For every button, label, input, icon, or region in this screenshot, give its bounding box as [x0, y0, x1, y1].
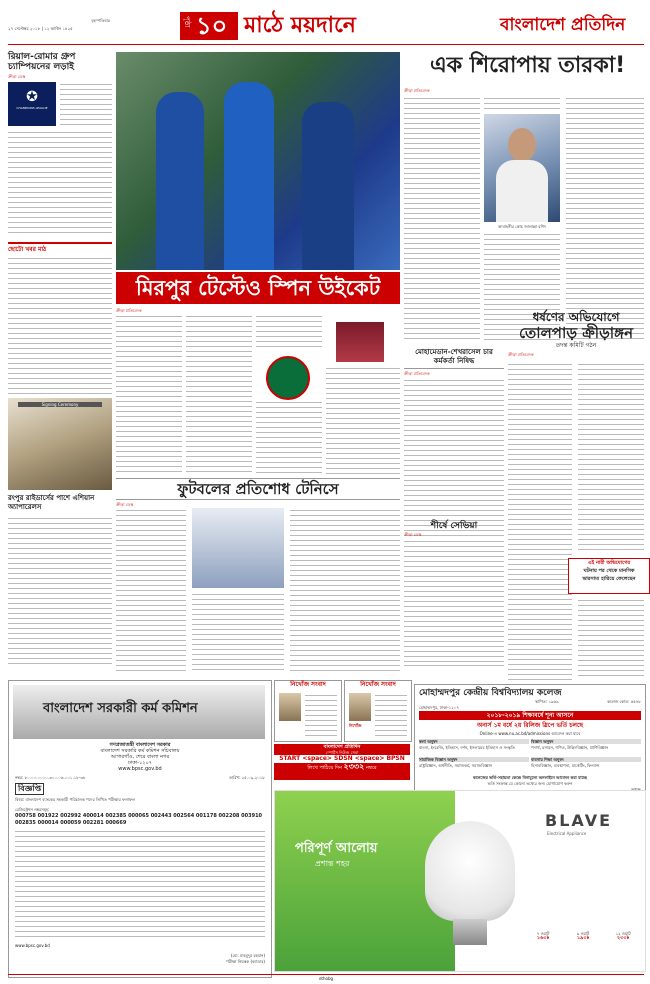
dhorshon-sub: তদন্ত কমিটি গঠন [555, 342, 597, 349]
college-depts-4: হিসাববিজ্ঞান, ব্যবস্থাপনা, মার্কেটিং, ফিন্যান্স [531, 763, 600, 768]
psc-rolls: 000758 001922 002992 400014 002385 000065 002443 002564 001178 002208 003910 002835 000014 000059 002281 000669 [15, 813, 263, 826]
cricket-team-photo [116, 52, 400, 270]
tennis-photo [192, 508, 284, 588]
psc-ref: নম্বর: ৮০.০০.০০০০.৩০০.০৬.০০১.১৮-৩৮ [15, 775, 86, 780]
missing-title-2: নিখোঁজ সংবাদ [360, 681, 396, 688]
shiropa-col-1 [404, 96, 480, 342]
college-banner-2: অনার্স ১ম বর্ষে ২য় রিলিজ স্লিপে ভর্তি চলছে [477, 722, 583, 729]
college-banner: ২০১৮-২০১৯ শিক্ষাবর্ষে শূন্য আসনে [419, 711, 641, 720]
bpsn-send-text: লিখে পাঠিয়ে দিন [307, 765, 342, 771]
spin-headline-box [116, 272, 400, 304]
mohammedan-byline: ক্রীড়া প্রতিবেদক [404, 371, 430, 376]
coach-photo [484, 114, 560, 222]
missing-text-1 [305, 693, 337, 737]
callout-line-3: ভারসাম্য হারিয়ে ফেলেছেন [582, 576, 636, 582]
blave-advertisement [274, 790, 646, 972]
psc-subject: বিষয়: বাংলাদেশ ব্যাংকের সহকারী পরিচালক পদের লিখিত পরীক্ষার ফলাফল [15, 797, 136, 802]
shiropa-story [404, 52, 644, 344]
college-advertisement [414, 684, 646, 796]
spin-col-2 [186, 314, 252, 474]
blave-price-3: ২৩০৳ [616, 935, 630, 941]
mohammedan-title: মোহামেডান-শেখরাসেল চার কর্মকর্তা নিষিদ্ধ [404, 348, 504, 369]
spin-byline: ক্রীড়া প্রতিবেদক [116, 308, 142, 313]
date-full: ২৭ সেপ্টেম্বর ২০১৮ | ১২ আশ্বিন ১৪২৫ [8, 26, 73, 31]
sheersho-body [404, 539, 504, 665]
college-name: মোহাম্মদপুর কেন্দ্রীয় বিশ্ববিদ্যালয় কলেজ [419, 688, 562, 698]
dhorshon-kicker: ধর্ষণের অভিযোগে [532, 310, 620, 324]
college-depts-3: রাষ্ট্রবিজ্ঞান, অর্থনীতি, সমাজকর্ম, সমাজবিজ্ঞান [419, 763, 492, 768]
spin-col-4 [326, 366, 400, 474]
psc-body [15, 829, 265, 937]
football-col-2 [192, 592, 284, 674]
college-dept-head-4: ব্যবসায় শিক্ষা অনুষদ [531, 757, 641, 762]
dhorshon-col-1 [508, 362, 572, 680]
champions-body [8, 130, 112, 236]
bpsn-code: ২৩৩২ [343, 762, 365, 771]
shiropa-col-3 [566, 96, 644, 342]
college-depts-2: পদার্থ, রসায়ন, গণিত, উদ্ভিদবিজ্ঞান, প্রাণিবিজ্ঞান [531, 745, 609, 750]
section-title: মাঠে ময়দানে [244, 13, 356, 38]
champions-league-logo [8, 82, 56, 126]
player-figure-1 [156, 92, 204, 270]
dhorshon-title: তোলপাড় ক্রীড়াঙ্গন [518, 324, 634, 342]
missing-photo-2 [349, 693, 371, 721]
blave-product-3 [605, 931, 641, 941]
spin-col-1 [116, 314, 182, 474]
psc-date: তারিখ: ২৫.০৯.২০১৮ [228, 775, 265, 780]
dhorshon-byline: ক্রীড়া প্রতিবেদক [508, 352, 534, 357]
football-col-1 [116, 508, 186, 674]
college-estd: স্থাপিত: ১৯৬৯ [535, 699, 559, 704]
news-box [8, 242, 112, 394]
page-no: ১০ [196, 12, 228, 40]
spin-col-3-bot [256, 400, 322, 474]
psc-roll-label: রেজিস্ট্রেশন নম্বরসমূহ: [15, 807, 50, 812]
college-dept-head-1: কলা অনুষদ [419, 739, 529, 744]
date-day: বৃহস্পতিবার [91, 18, 110, 23]
missing-title-1: নিখোঁজ সংবাদ [290, 681, 326, 688]
blave-price-2: ১৯০৳ [576, 935, 590, 941]
psc-building-photo [13, 685, 265, 739]
bulb-base-icon [453, 919, 487, 945]
rangpur-photo [8, 398, 112, 490]
blave-tagline-2: প্রশান্ত শহর [315, 859, 350, 868]
bpsn-advertisement [274, 744, 410, 780]
footer-strip [8, 974, 644, 983]
dhorshon-story [508, 310, 644, 680]
psc-sign: বাংলাদেশ সরকারী কর্ম কমিশন [43, 701, 198, 716]
spin-story [116, 308, 400, 474]
psc-signature: (মো. মাহমুদুর রহমান) [230, 953, 265, 958]
champions-story [8, 52, 112, 236]
college-depts-1: বাংলা, ইংরেজি, ইতিহাস, দর্শন, ইসলামের ইতিহাস ও সংস্কৃতি [419, 745, 515, 750]
psc-web[interactable]: www.bpsc.gov.bd [118, 766, 162, 772]
blave-sub: Electrical Appliance [547, 831, 587, 836]
shiropa-col-2-top [484, 96, 560, 112]
bpsn-line-2: স্পোর্টস নিউজ সেবা [325, 750, 359, 755]
spin-col-3-top [256, 314, 322, 350]
college-footer-2: ভর্তি সংক্রান্ত যে কোনো তথ্যের জন্য যোগাযোগ করুন [487, 781, 573, 786]
spin-title: মিরপুর টেস্টেও স্পিন উইকেট [135, 276, 381, 300]
sheersho-byline: ক্রীড়া ডেস্ক [404, 532, 422, 537]
blave-product-2 [565, 931, 601, 941]
football-byline: ক্রীড়া ডেস্ক [116, 502, 134, 507]
sheersho-title: শীর্ষে সেভিয়া [430, 521, 478, 531]
rangpur-photo-banner: Signing Ceremony [18, 402, 102, 407]
player-figure-2 [224, 82, 274, 270]
psc-line-4: ঢাকা-১২০৭ [127, 760, 153, 766]
dhorshon-col-2-bot [578, 598, 644, 680]
missing-notice-1 [274, 680, 342, 742]
coach-body [496, 160, 548, 222]
windies-logo [336, 322, 384, 362]
player-figure-3 [302, 102, 354, 270]
psc-line-2: বাংলাদেশ সরকারি কর্ম কমিশন সচিবালয় [100, 748, 180, 754]
football-title: ফুটবলের প্রতিশোধ টেনিসে [116, 478, 400, 500]
news-box-body [8, 256, 112, 394]
missing-photo-1 [279, 693, 301, 721]
college-footer: কলেজের ভর্তি-সহায়তা কেন্দ্রে বিনামূল্যে অনলাইনে আবেদন করা যাচ্ছে [473, 775, 587, 780]
footer-text: ethobg [318, 976, 334, 981]
blave-brand: BLAVE [545, 811, 612, 830]
college-code: কলেজ কোড: ৫৫৪৮ [607, 699, 641, 704]
star-icon: ✪ [26, 89, 38, 105]
shiropa-byline: ক্রীড়া প্রতিবেদক [404, 88, 430, 93]
missing-text-2 [375, 693, 407, 737]
blave-tagline-1: পরিপূর্ণ আলোয় [295, 841, 378, 856]
header-rule [8, 44, 644, 45]
bpsn-line-3: START <space> SDSN <space> BPSN [274, 755, 410, 763]
news-box-title: ছোটো খবর মাঠ [8, 246, 47, 253]
blave-prod-2: ৯ ওয়াট [576, 931, 590, 936]
callout-line-2: ঘটনায় পর থেকে মানসিক [583, 568, 635, 574]
dhorshon-callout [568, 558, 650, 594]
callout-line-1: এই নারী অভিযোগের [587, 560, 631, 566]
college-dept-head-2: বিজ্ঞান অনুষদ [531, 739, 641, 744]
blave-price-1: ১৬০৳ [536, 935, 550, 941]
bpsn-line-4 [274, 763, 410, 772]
missing-notice-2 [344, 680, 412, 742]
masthead [0, 0, 650, 50]
champions-logo-text: CHAMPIONS LEAGUE [16, 106, 48, 110]
college-address: মোহাম্মদপুর, ঢাকা-১২০৭ [419, 705, 460, 710]
rangpur-body [8, 516, 112, 666]
rangpur-story [8, 494, 112, 672]
bpsn-line-1: বাংলাদেশ প্রতিদিন [323, 744, 361, 750]
rangpur-title: রংপুর রাইডার্সের পাশে এশিয়ান অ্যাপারেলস [8, 494, 95, 511]
blave-prod-1: ৭ ওয়াট [536, 931, 550, 936]
dhorshon-col-2-top [578, 362, 644, 552]
college-online[interactable]: Online-এ www.nu.ac.bd/admissions আবেদন করা যাবে [479, 731, 581, 736]
coach-caption: আবাহনীর কোচ জালাল্লা রশিদ [497, 224, 547, 229]
psc-line-1: গণপ্রজাতন্ত্রী বাংলাদেশ সরকার [109, 742, 171, 748]
bulb-icon [425, 821, 515, 921]
college-dept-head-3: সামাজিক বিজ্ঞান অনুষদ [419, 757, 529, 762]
page-number-box [180, 12, 238, 40]
football-col-3 [290, 508, 400, 674]
page-label: পৃষ্ঠা [183, 16, 191, 28]
blave-product-1 [525, 931, 561, 941]
sheersho-story [404, 520, 504, 668]
coach-head [508, 128, 536, 162]
bcb-logo [266, 356, 310, 400]
blave-prod-3: ১২ ওয়াট [615, 931, 631, 936]
shiropa-title: এক শিরোপায় তারকা! [430, 53, 626, 78]
bpsn-line-5: নম্বরে [365, 765, 377, 771]
champions-title: রিয়াল-রোমার গ্রুপ চ্যাম্পিয়নের লড়াই [8, 52, 76, 72]
brand-logo: বাংলাদেশ প্রতিদিন [500, 15, 626, 35]
psc-advertisement [8, 680, 272, 978]
psc-sig-title: পরীক্ষা নিয়ন্ত্রক (ক্যাডার) [225, 959, 265, 964]
psc-line-3: আগারগাঁও, শেরে বাংলা নগর [110, 754, 170, 760]
football-story [116, 478, 400, 674]
champions-byline: ক্রীড়া ডেস্ক [8, 74, 26, 79]
psc-notice: বিজ্ঞপ্তি [15, 783, 44, 795]
missing-badge: নিখোঁজ [349, 723, 362, 728]
psc-website[interactable]: www.bpsc.gov.bd [15, 943, 50, 948]
champions-body-side [60, 82, 112, 126]
